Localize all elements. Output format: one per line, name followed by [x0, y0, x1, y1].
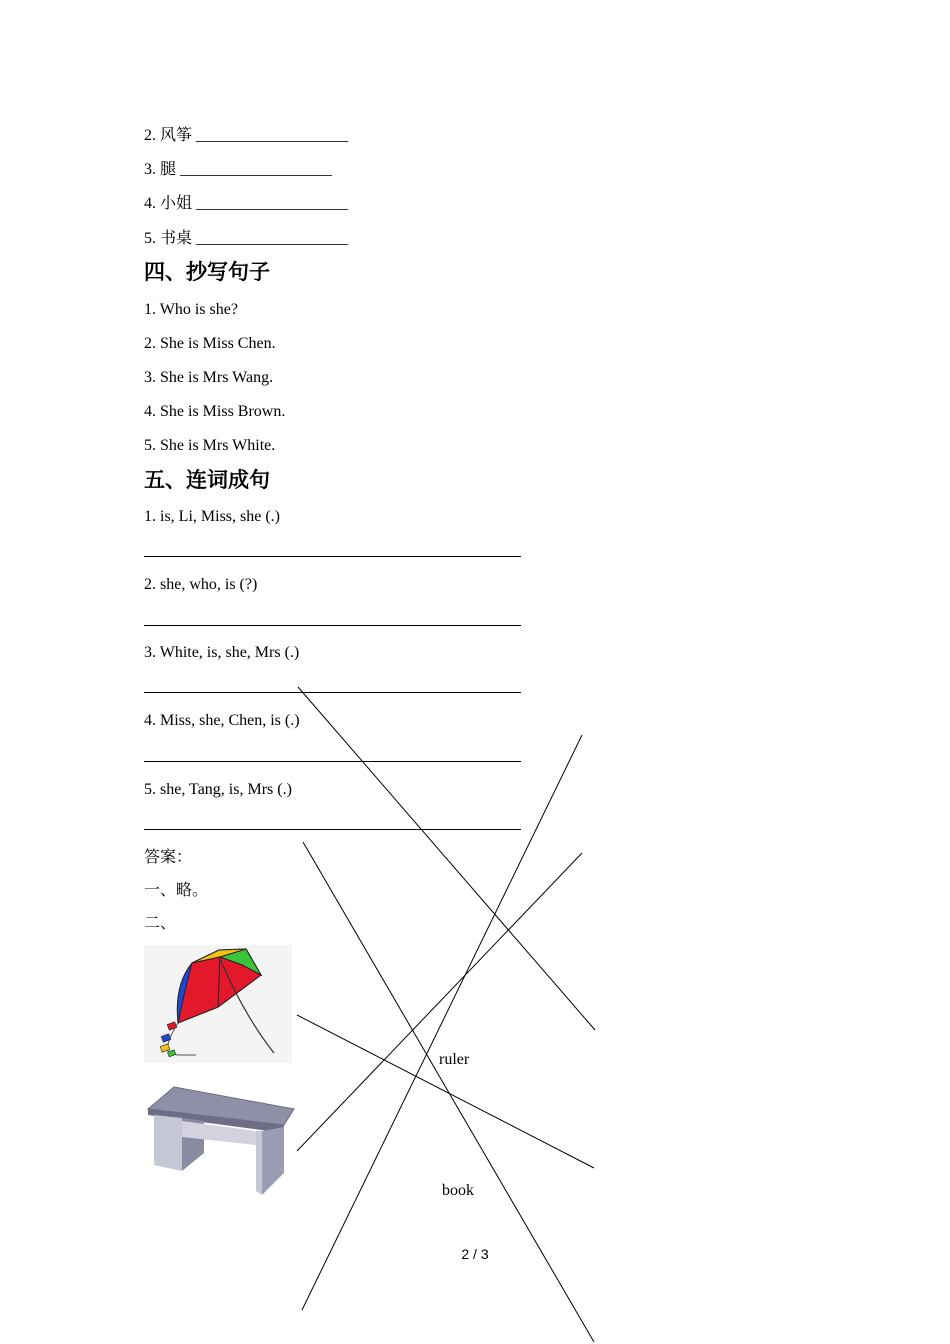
answer-two: 二、: [144, 915, 177, 932]
word-order-2: 2. she, who, is (?): [144, 576, 258, 593]
copy-sentence-5: 5. She is Mrs White.: [144, 437, 276, 454]
match-line-3: [297, 853, 582, 1151]
copy-sentence-1: 1. Who is she?: [144, 301, 238, 318]
word-order-3: 3. White, is, she, Mrs (.): [144, 644, 300, 661]
answer-one: 一、略。: [144, 882, 209, 899]
vocab-line-3: 3. 腿 ___________________: [144, 161, 333, 178]
match-line-4: [303, 842, 594, 1342]
word-order-1: 1. is, Li, Miss, she (.): [144, 508, 280, 525]
vocab-line-4: 4. 小姐 ___________________: [144, 195, 349, 212]
copy-sentence-3: 3. She is Mrs Wang.: [144, 369, 274, 386]
match-line-5: [297, 1015, 594, 1168]
section-5-heading: 五、连词成句: [144, 468, 270, 492]
answers-title: 答案：: [144, 849, 193, 866]
word-ruler: ruler: [439, 1051, 470, 1068]
vocab-line-2: 2. 风筝 ___________________: [144, 127, 349, 144]
word-order-5: 5. she, Tang, is, Mrs (.): [144, 781, 292, 798]
word-order-4: 4. Miss, she, Chen, is (.): [144, 712, 300, 729]
match-line-1: [298, 687, 595, 1030]
word-book: book: [442, 1182, 474, 1199]
section-4-heading: 四、抄写句子: [144, 260, 270, 284]
match-line-2: [302, 735, 582, 1310]
copy-sentence-2: 2. She is Miss Chen.: [144, 335, 276, 352]
vocab-line-5: 5. 书桌 ___________________: [144, 230, 349, 247]
copy-sentence-4: 4. She is Miss Brown.: [144, 403, 286, 420]
page-number: 2 / 3: [461, 1246, 489, 1262]
